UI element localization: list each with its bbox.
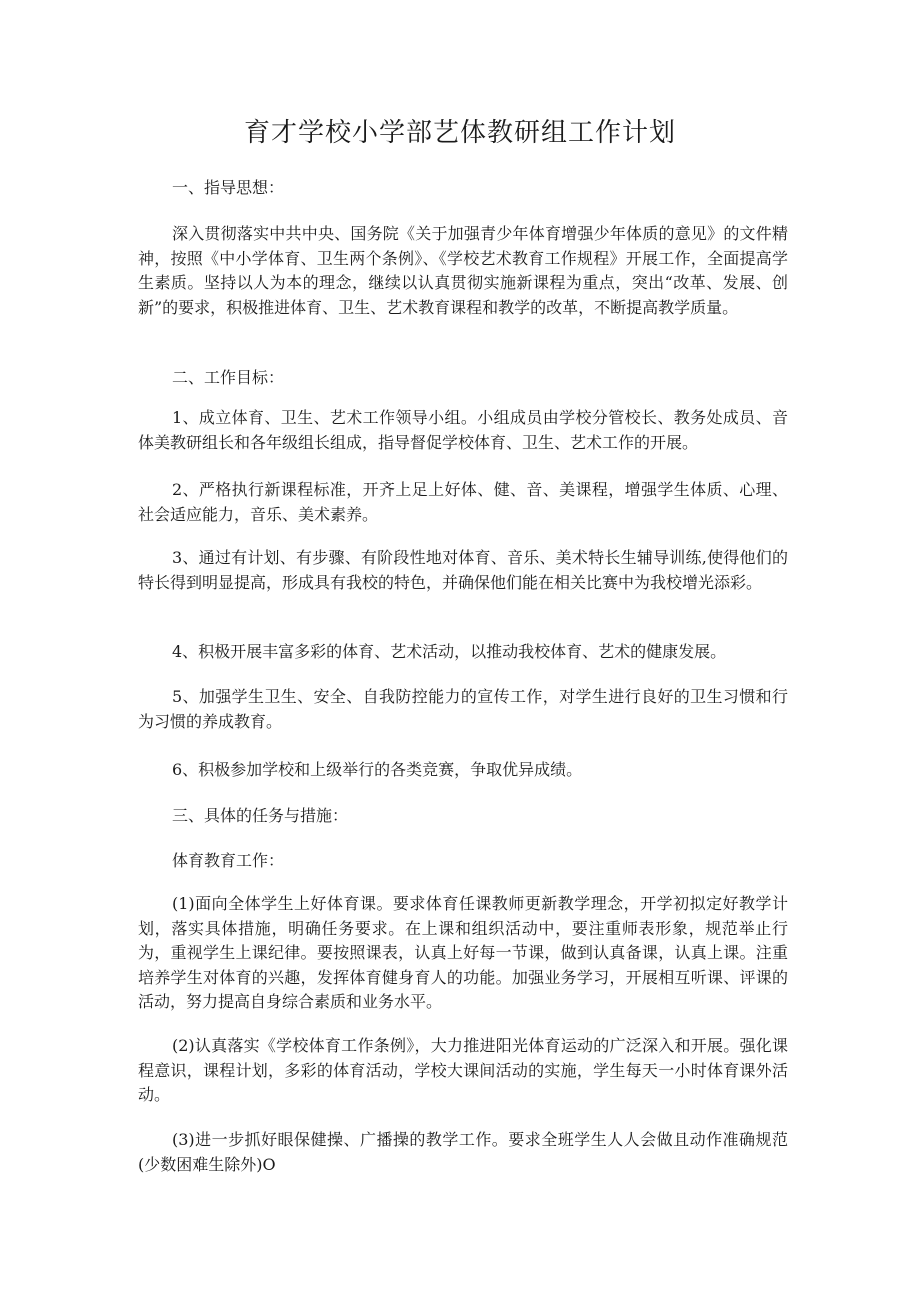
paragraph-guiding-ideology: 深入贯彻落实中共中央、国务院《关于加强青少年体育增强少年体质的意见》的文件精神，按照《中小学体育、卫生两个条例》、《学校艺术教育工作规程》开展工作，全面提高学生素质。坚持以人为本的理念，继续以认真贯彻实施新课程为重点，突出“改革、发展、创新”的要求，积极推进体育、卫生、艺术教育课程和教学的改革，不断提高教学质量。 (138, 224, 788, 317)
paragraph-pe-1: (1)面向全体学生上好体育课。要求体育任课教师更新教学理念，开学初拟定好教学计划，落实具体措施，明确任务要求。在上课和组织活动中，要注重师表形象，规范举止行为，重视学生上课纪律。要按照课表，认真上好每一节课，做到认真备课，认真上课。注重培养学生对体育的兴趣，发挥体育健身育人的功能。加强业务学习，开展相互听课、评课的活动，努力提高自身综合素质和业务水平。 (138, 894, 788, 1011)
section-heading-tasks-measures: 三、具体的任务与措施： (172, 806, 349, 825)
section-heading-work-goals: 二、工作目标： (172, 368, 285, 387)
paragraph-goal-4: 4、积极开展丰富多彩的体育、艺术活动，以推动我校体育、艺术的健康发展。 (172, 642, 727, 661)
document-title: 育才学校小学部艺体教研组工作计划 (243, 118, 676, 148)
paragraph-goal-2: 2、严格执行新课程标准，开齐上足上好体、健、音、美课程，增强学生体质、心理、社会适应能力，音乐、美术素养。 (138, 480, 788, 524)
subsection-heading-pe-work: 体育教育工作： (172, 851, 285, 870)
paragraph-goal-5: 5、加强学生卫生、安全、自我防控能力的宣传工作，对学生进行良好的卫生习惯和行为习惯的养成教育。 (138, 687, 788, 731)
paragraph-pe-2: (2)认真落实《学校体育工作条例》，大力推进阳光体育运动的广泛深入和开展。强化课程意识，课程计划，多彩的体育活动，学校大课间活动的实施，学生每天一小时体育课外活动。 (138, 1036, 788, 1104)
paragraph-goal-1: 1、成立体育、卫生、艺术工作领导小组。小组成员由学校分管校长、教务处成员、音体美教研组长和各年级组长组成，指导督促学校体育、卫生、艺术工作的开展。 (138, 408, 788, 452)
paragraph-goal-3: 3、通过有计划、有步骤、有阶段性地对体育、音乐、美术特长生辅导训练,使得他们的特长得到明显提高，形成具有我校的特色，并确保他们能在相关比赛中为我校增光添彩。 (138, 548, 788, 592)
paragraph-pe-3: (3)进一步抓好眼保健操、广播操的教学工作。要求全班学生人人会做且动作准确规范(少数困难生除外)O (138, 1130, 788, 1174)
paragraph-goal-6: 6、积极参加学校和上级举行的各类竞赛，争取优异成绩。 (172, 760, 583, 779)
section-heading-guiding-ideology: 一、指导思想： (172, 178, 285, 197)
